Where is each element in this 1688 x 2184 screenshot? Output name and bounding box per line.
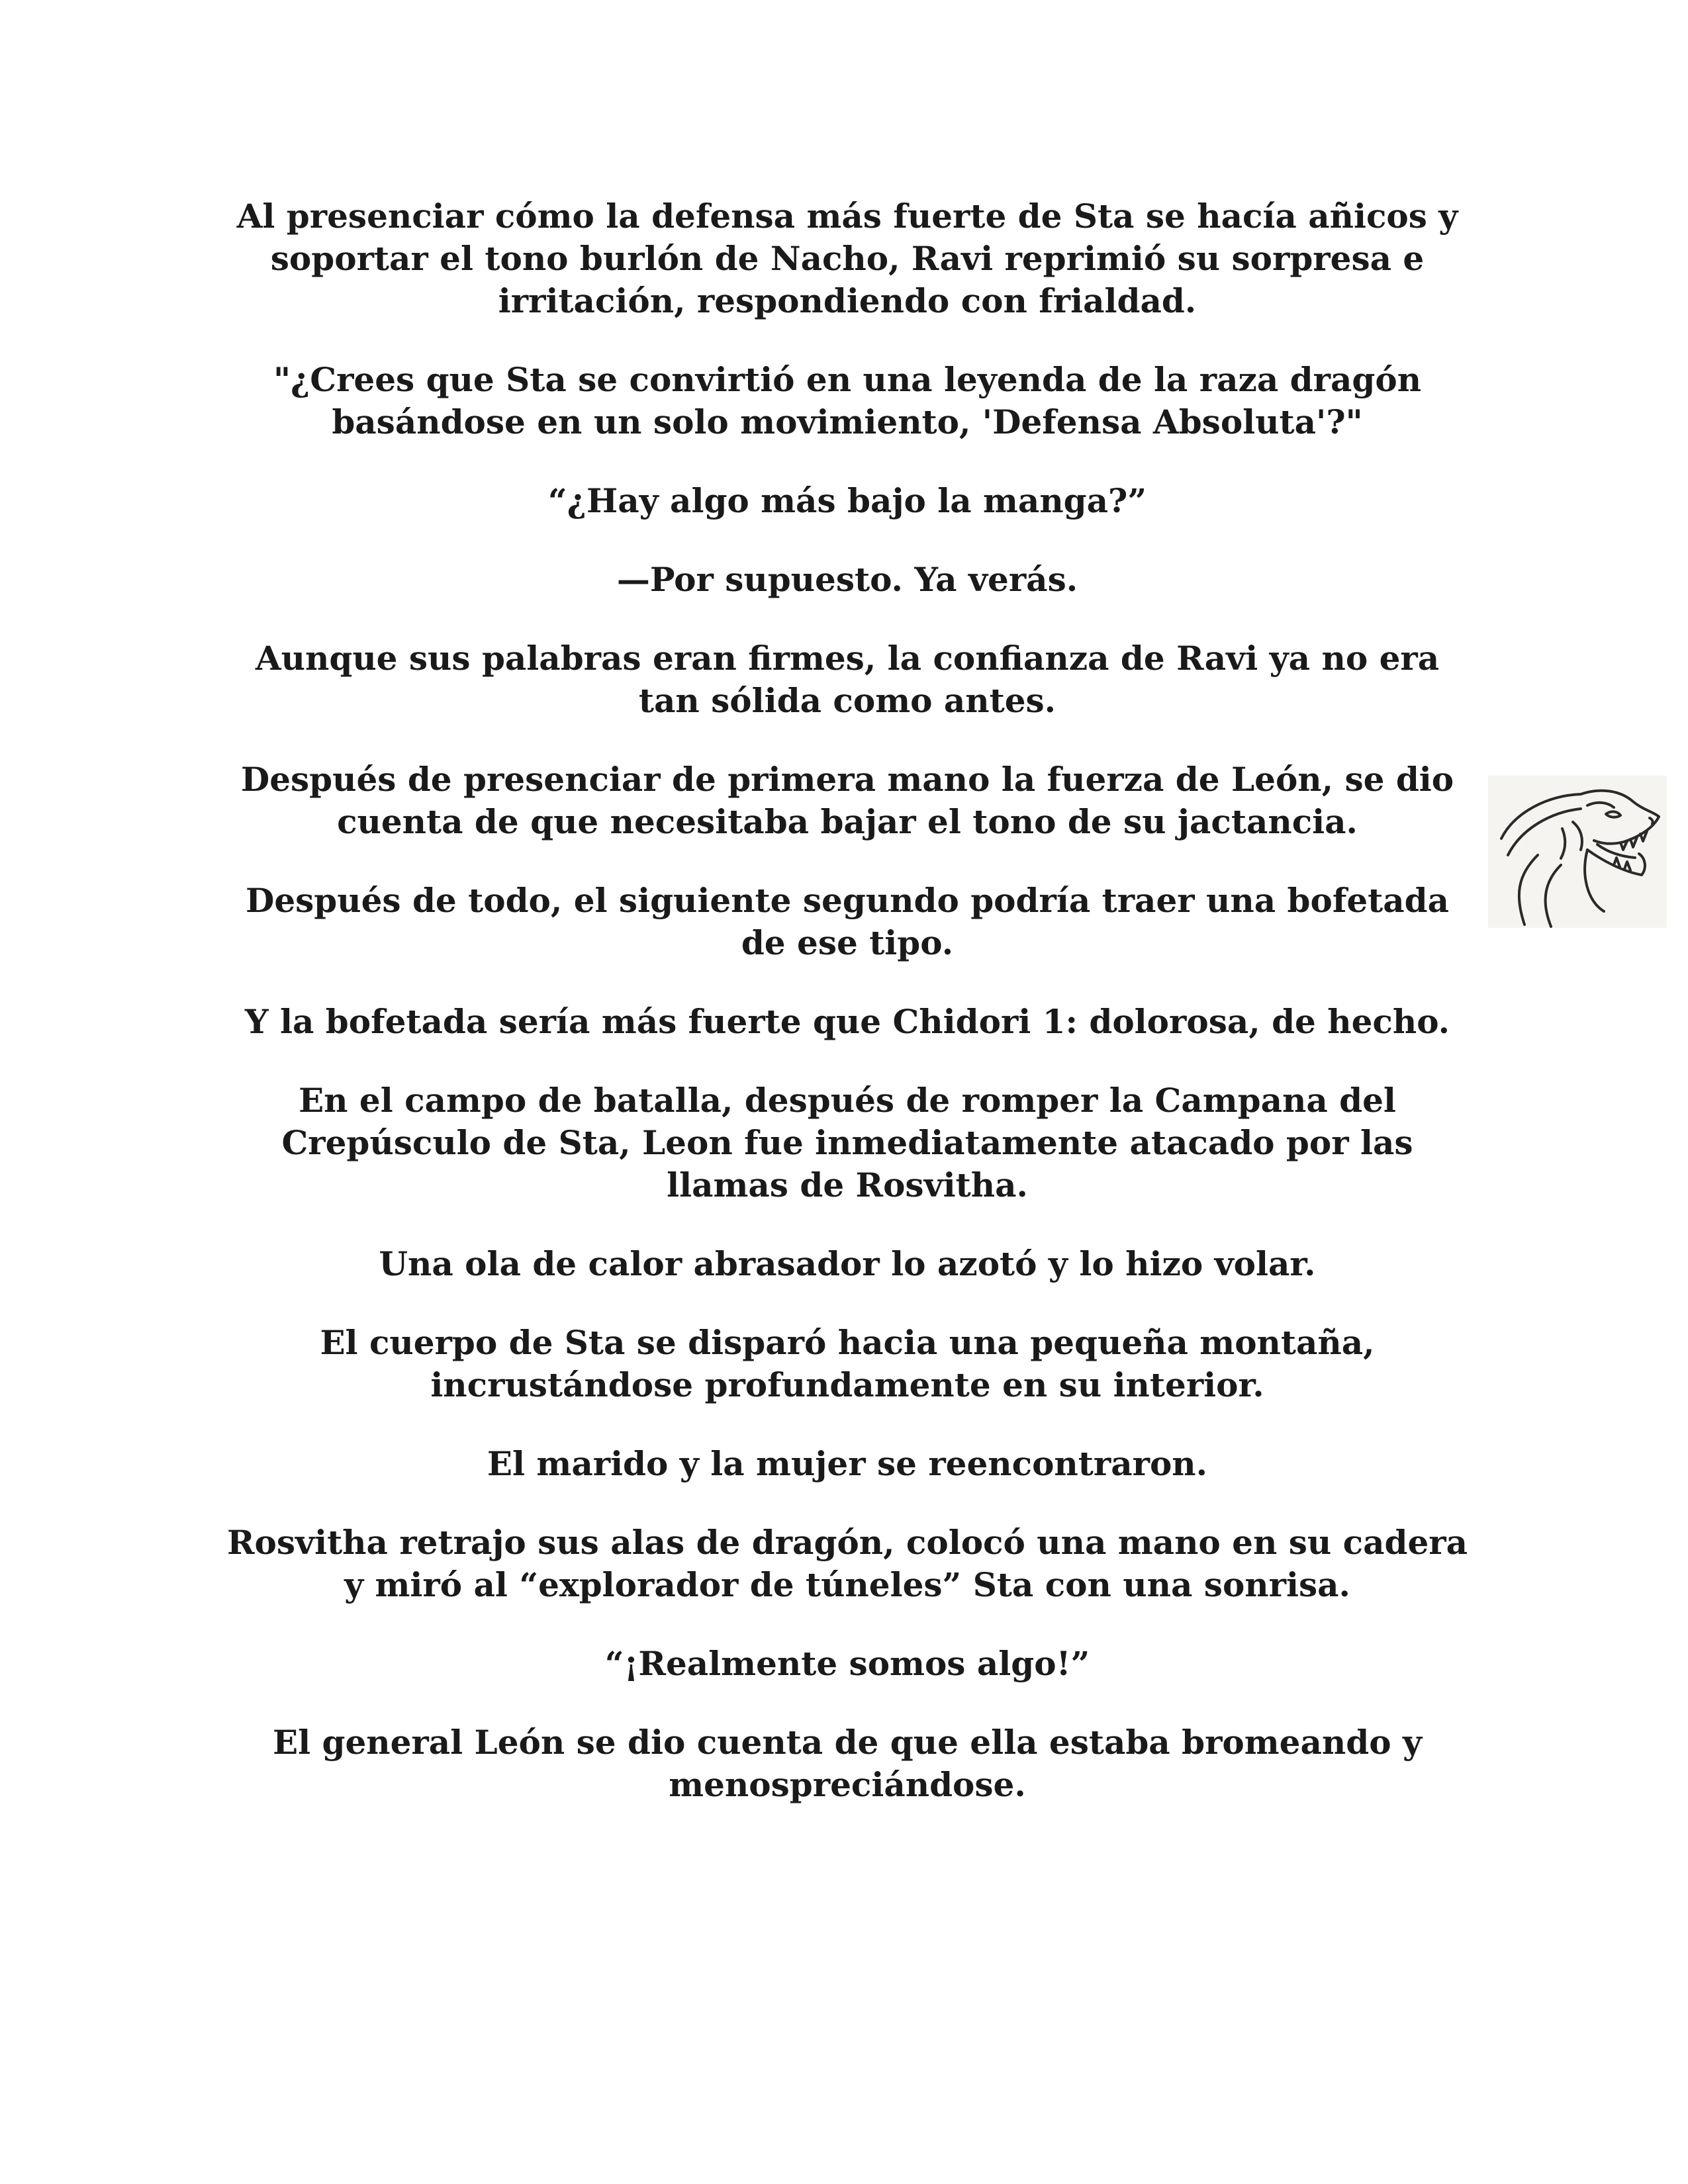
dragon-head-sketch-icon bbox=[1488, 776, 1667, 928]
paragraph: Al presenciar cómo la defensa más fuerte de Sta se hacía añicos y soportar el tono burlón de Nacho, Ravi reprimió su sorpresa e irritación, respondiendo con frialdad. bbox=[236, 197, 1458, 320]
paragraph: Después de presenciar de primera mano la fuerza de León, se dio cuenta de que necesitaba bajar el tono de su jactancia. bbox=[240, 760, 1454, 841]
paragraph: “¡Realmente somos algo!” bbox=[604, 1644, 1090, 1683]
paragraph: "¿Crees que Sta se convirtió en una leyenda de la raza dragón basándose en un solo movimiento, 'Defensa Absoluta'?" bbox=[273, 360, 1422, 441]
paragraph: Después de todo, el siguiente segundo podría traer una bofetada de ese tipo. bbox=[245, 881, 1450, 962]
paragraph: Y la bofetada sería más fuerte que Chidori 1: dolorosa, de hecho. bbox=[244, 1002, 1450, 1041]
paragraph: El marido y la mujer se reencontraron. bbox=[487, 1444, 1208, 1483]
paragraph: El general León se dio cuenta de que ella estaba bromeando y menospreciándose. bbox=[272, 1723, 1423, 1804]
paragraph: —Por supuesto. Ya verás. bbox=[616, 560, 1078, 599]
paragraph: “¿Hay algo más bajo la manga?” bbox=[547, 481, 1147, 520]
paragraph: Aunque sus palabras eran firmes, la confianza de Ravi ya no era tan sólida como antes. bbox=[255, 639, 1440, 720]
paragraph: En el campo de batalla, después de romper la Campana del Crepúsculo de Sta, Leon fue inmediatamente atacado por las llamas de Rosvitha. bbox=[281, 1081, 1413, 1205]
paragraph: Una ola de calor abrasador lo azotó y lo hizo volar. bbox=[379, 1244, 1316, 1283]
paragraph: Rosvitha retrajo sus alas de dragón, colocó una mano en su cadera y miró al “explorador de túneles” Sta con una sonrisa. bbox=[226, 1523, 1468, 1604]
paragraph: El cuerpo de Sta se disparó hacia una pequeña montaña, incrustándose profundamente en su interior. bbox=[320, 1323, 1375, 1404]
story-text bbox=[225, 195, 1470, 1843]
